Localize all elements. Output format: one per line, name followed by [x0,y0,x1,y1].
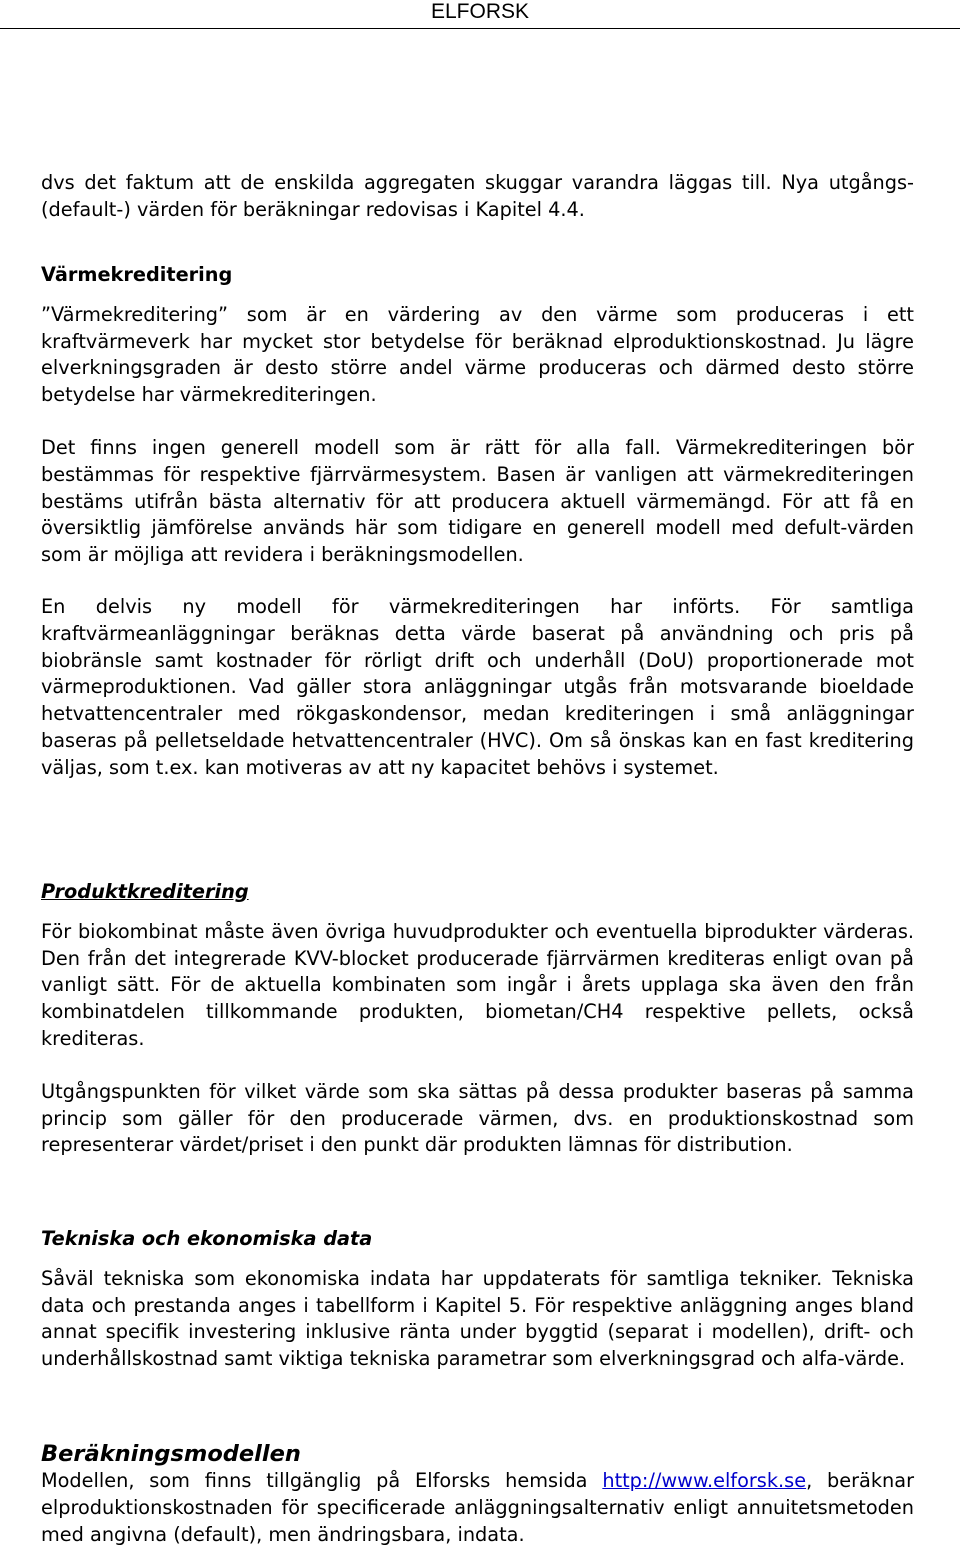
section-berakningsmodellen [41,1440,914,1548]
section-produktkreditering [41,879,914,1159]
tekniska-paragraph-1: Såväl tekniska som ekonomiska indata har uppdaterats för samtliga tekniker. Tekniska data och prestanda anges i tabellform i Kapitel 5. För respektive anläggning anges bland annat specifik investering inklusive ränta under byggtid (separat i modellen), drift- och underhållskostnad samt viktiga tekniska parametrar som elverkningsgrad och alfa-värde. [41,1266,914,1371]
heading-varmekreditering: Värmekreditering [41,263,233,286]
elforsk-link[interactable]: http://www.elforsk.se [602,1469,807,1492]
berakning-text-before: Modellen, som finns tillgänglig på Elforsks hemsida [41,1469,603,1492]
berakning-paragraph-1 [41,1468,914,1548]
section-varmekreditering [41,262,914,782]
intro-block [41,170,914,224]
header-title: ELFORSK [430,0,530,23]
produkt-paragraph-1: För biokombinat måste även övriga huvudprodukter och eventuella biprodukter värderas. Den från det integrerade KVV-blocket producerade fjärrvärmen krediteras enligt ovan på vanligt sätt. För de aktuella kombinaten som ingår i årets upplaga ska även den från kombinatdelen tillkommande produkten, biometan/CH4 respektive pellets, också krediteras. [41,919,914,1050]
produkt-paragraph-2: Utgångspunkten för vilket värde som ska sättas på dessa produkter baseras på samma princip som gäller för den producerade värmen, dvs. en produktionskostnad som representerar värdet/priset i den punkt där produkten lämnas för distribution. [41,1079,914,1157]
varme-paragraph-1: ”Värmekreditering” som är en värdering av den värme som produceras i ett kraftvärmeverk har mycket stor betydelse för beräknad elproduktionskostnad. Ju lägre elverkningsgraden är desto större andel värme produceras och därmed desto större betydelse har värmekrediteringen. [41,302,914,407]
heading-berakningsmodellen: Beräkningsmodellen [41,1441,301,1467]
section-tekniska [41,1226,914,1373]
heading-produktkreditering: Produktkreditering [41,880,249,903]
varme-paragraph-3: En delvis ny modell för värmekrediteringen har införts. För samtliga kraftvärmeanläggningar beräknas detta värde baserat på användning och pris på biobränsle samt kostnader för rörligt drift och underhåll (DoU) proportionerade mot värmeproduktionen. Vad gäller stora anläggningar utgås från motsvarande bioeldade hetvattencentraler med rökgaskondensor, medan krediteringen i små anläggningar baseras på pelletseldade hetvattencentraler (HVC). Om så önskas kan en fast kreditering väljas, som t.ex. kan motiveras av att ny kapacitet behövs i systemet. [41,594,914,779]
berakning-text-after: , beräknar elproduktionskostnaden för specificerade anläggningsalternativ enligt annuitetsmetoden med angivna (default), men ändringsbara, indata. [41,1469,914,1546]
page-header [0,0,960,29]
varme-paragraph-2: Det finns ingen generell modell som är rätt för alla fall. Värmekrediteringen bör bestämmas för respektive fjärrvärmesystem. Basen är vanligen att värmekrediteringen bestäms utifrån bästa alternativ för att producera aktuell värmemängd. För att få en översiktlig jämförelse används här som tidigare en generell modell med defult-värden som är möjliga att revidera i beräkningsmodellen. [41,435,914,567]
intro-paragraph: dvs det faktum att de enskilda aggregaten skuggar varandra läggas till. Nya utgångs- (default-) värden för beräkningar redovisas i Kapitel 4.4. [41,171,914,221]
heading-tekniska: Tekniska och ekonomiska data [41,1227,373,1250]
